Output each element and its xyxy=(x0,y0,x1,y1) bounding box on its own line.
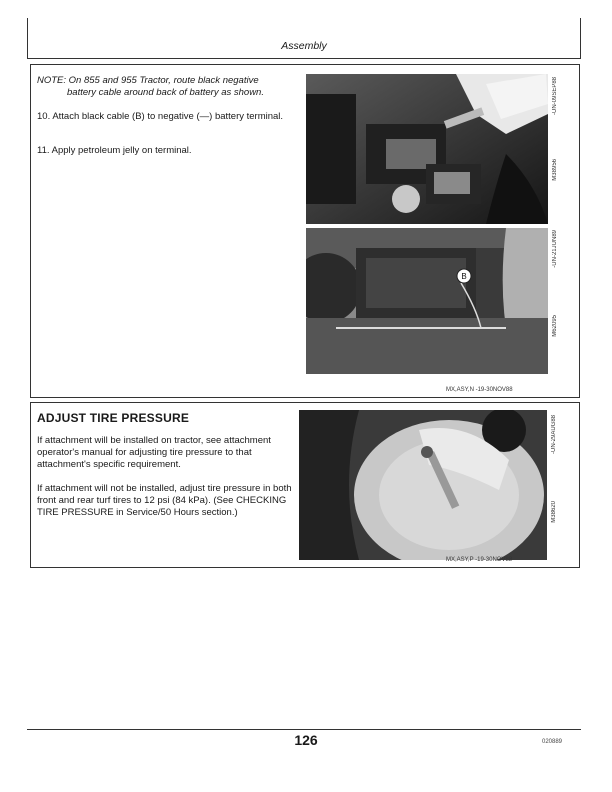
photo-battery-wrench xyxy=(306,74,548,224)
step-11: 11. Apply petroleum jelly on terminal. xyxy=(37,145,192,156)
page-header-title: Assembly xyxy=(281,40,327,52)
section1-footer-code: MX,ASY,N -19-30NOV88 xyxy=(446,387,513,393)
section-battery-cable xyxy=(30,64,580,398)
photo2-code-b: -UN-21JUN89 xyxy=(552,230,558,268)
note-line-1: NOTE: On 855 and 955 Tractor, route black negative xyxy=(37,75,259,86)
header-line xyxy=(27,58,581,59)
section-heading: ADJUST TIRE PRESSURE xyxy=(37,411,190,425)
header-rule-left xyxy=(27,18,28,58)
footer-line xyxy=(27,729,581,730)
photo-battery-cable-b xyxy=(306,228,548,374)
step-10: 10. Attach black cable (B) to negative (—) battery terminal. xyxy=(37,111,284,122)
document-code: 020889 xyxy=(542,739,563,745)
photo-tire-gauge xyxy=(299,410,547,560)
page-number: 126 xyxy=(294,732,318,748)
section2-footer-code: MX,ASY,P -19-30NOV88 xyxy=(446,557,513,563)
photo3-code-a: M38620 xyxy=(551,501,557,523)
photo1-code-a: M38956 xyxy=(552,159,558,181)
tire-para-1: If attachment will be installed on tractor, see attachment operator's manual for adjusting tire pressure to that attachment's specific requirement. xyxy=(37,435,271,470)
photo2-code-a: M62095 xyxy=(552,315,558,337)
photo1-code-b: -UN-09SEP88 xyxy=(552,77,558,116)
note-line-2: battery cable around back of battery as shown. xyxy=(67,87,264,98)
note-text xyxy=(37,75,297,99)
section-adjust-tire-pressure xyxy=(30,402,580,568)
header-rule-right xyxy=(580,18,581,58)
photo2-callout-label: B xyxy=(461,272,467,281)
photo3-code-b: -UN-29AUG88 xyxy=(551,415,557,455)
tire-para-2: If attachment will not be installed, adjust tire pressure in both front and rear turf tires to 12 psi (84 kPa). (See CHECKING TIRE PRESSURE in Service/50 Hours section.) xyxy=(37,483,292,518)
